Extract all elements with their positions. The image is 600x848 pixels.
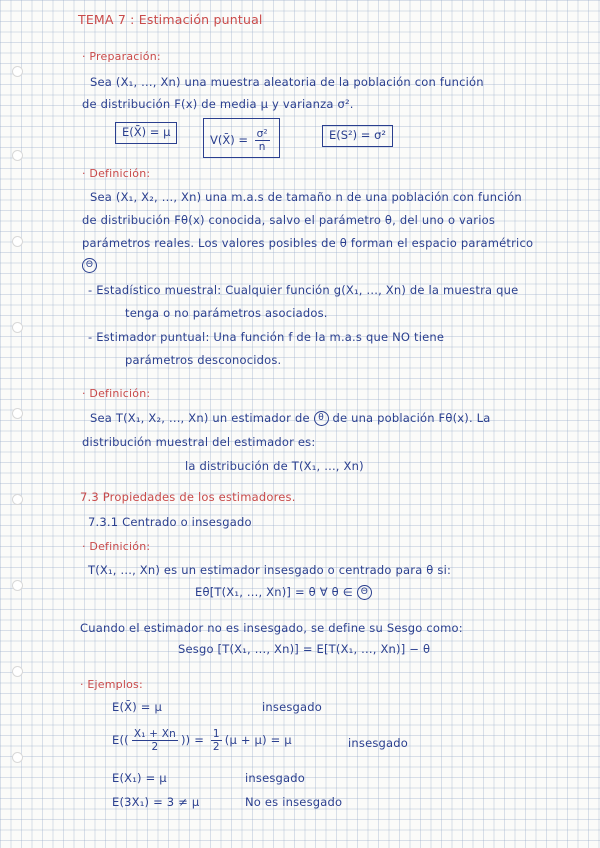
example-3-left: E(X₁) = μ: [112, 771, 167, 785]
formula-box-s2: E(S²) = σ²: [322, 125, 393, 147]
example-3-right: insesgado: [245, 771, 306, 785]
example-4-left: E(3X₁) = 3 ≠ μ: [112, 795, 200, 809]
definition2-line-1: [90, 411, 491, 426]
theta-circled-symbol: θ: [314, 411, 329, 426]
section-properties-heading: 7.3 Propiedades de los estimadores.: [80, 490, 296, 504]
parameter-space-symbol: Θ: [82, 258, 97, 273]
section-definition2-heading: · Definición:: [82, 387, 151, 400]
definition-line-3: parámetros reales. Los valores posibles de θ forman el espacio paramétrico: [82, 236, 534, 250]
formula-box-variance: [203, 118, 280, 158]
example-2-left: E((: [112, 733, 129, 747]
definition-line-1: Sea (X₁, X₂, ..., Xn) una m.a.s de tamaño n de una población con función: [90, 190, 522, 204]
definition-line-2: de distribución Fθ(x) conocida, salvo el parámetro θ, del uno o varios: [82, 213, 496, 227]
unbiased-definition-line-1: T(X₁, ..., Xn) es un estimador insesgado o centrado para θ si:: [88, 563, 452, 577]
bullet-estimator-line-1: - Estimador puntual: Una función f de la m.a.s que NO tiene: [88, 330, 445, 344]
example-2-mid: )) =: [180, 733, 205, 747]
example-1-left: E(X̄) = μ: [112, 700, 162, 714]
definition2-line-1b: de una población Fθ(x). La: [332, 411, 491, 425]
page-title: TEMA 7 : Estimación puntual: [78, 12, 263, 27]
definition-line-4: [82, 258, 97, 273]
formula-box-mean: E(X̄) = μ: [115, 122, 177, 144]
example-2-after: (μ + μ) = μ: [224, 733, 292, 747]
section-definition3-heading: · Definición:: [82, 540, 151, 553]
example-2-right: insesgado: [348, 736, 409, 750]
definition2-line-1a: Sea T(X₁, X₂, ..., Xn) un estimador de: [90, 411, 310, 425]
bias-formula: Sesgo [T(X₁, ..., Xn)] = E[T(X₁, ..., Xn)] − θ: [178, 642, 431, 656]
variance-numerator: σ²: [256, 128, 268, 140]
parameter-space-symbol-2: Θ: [357, 585, 372, 600]
variance-fraction: [255, 128, 270, 153]
example-2-half: [211, 728, 222, 753]
subsection-centered: 7.3.1 Centrado o insesgado: [88, 515, 252, 529]
example-2-denominator: 2: [151, 741, 159, 753]
bullet-statistic-line-2: tenga o no parámetros asociados.: [125, 306, 328, 320]
example-2-half-num: 1: [212, 728, 220, 740]
definition2-line-3: la distribución de T(X₁, ..., Xn): [185, 459, 364, 473]
unbiased-formula: Eθ[T(X₁, ..., Xn)] = θ ∀ θ ∈: [195, 585, 353, 599]
example-2-fraction: [132, 728, 178, 753]
definition2-line-2: distribución muestral del estimador es:: [82, 435, 316, 449]
bullet-statistic-line-1: - Estadístico muestral: Cualquier función g(X₁, ..., Xn) de la muestra que: [88, 283, 519, 297]
preparation-line-2: de distribución F(x) de media μ y varianza σ².: [82, 97, 354, 111]
section-definition-heading: · Definición:: [82, 167, 151, 180]
preparation-line-1: Sea (X₁, ..., Xn) una muestra aleatoria de la población con función: [90, 75, 484, 89]
bullet-estimator-line-2: parámetros desconocidos.: [125, 353, 282, 367]
example-4-right: No es insesgado: [245, 795, 343, 809]
variance-denominator: n: [258, 141, 266, 153]
bias-line-1: Cuando el estimador no es insesgado, se define su Sesgo como:: [80, 621, 463, 635]
section-preparation-heading: · Preparación:: [82, 50, 161, 63]
unbiased-definition-line-2: [195, 585, 372, 600]
example-2-numerator: X₁ + Xn: [133, 728, 176, 740]
section-examples-heading: · Ejemplos:: [80, 678, 143, 691]
example-2: [112, 728, 292, 753]
variance-left: V(X̄) =: [210, 133, 249, 147]
example-1-right: insesgado: [262, 700, 323, 714]
example-2-half-den: 2: [212, 741, 220, 753]
